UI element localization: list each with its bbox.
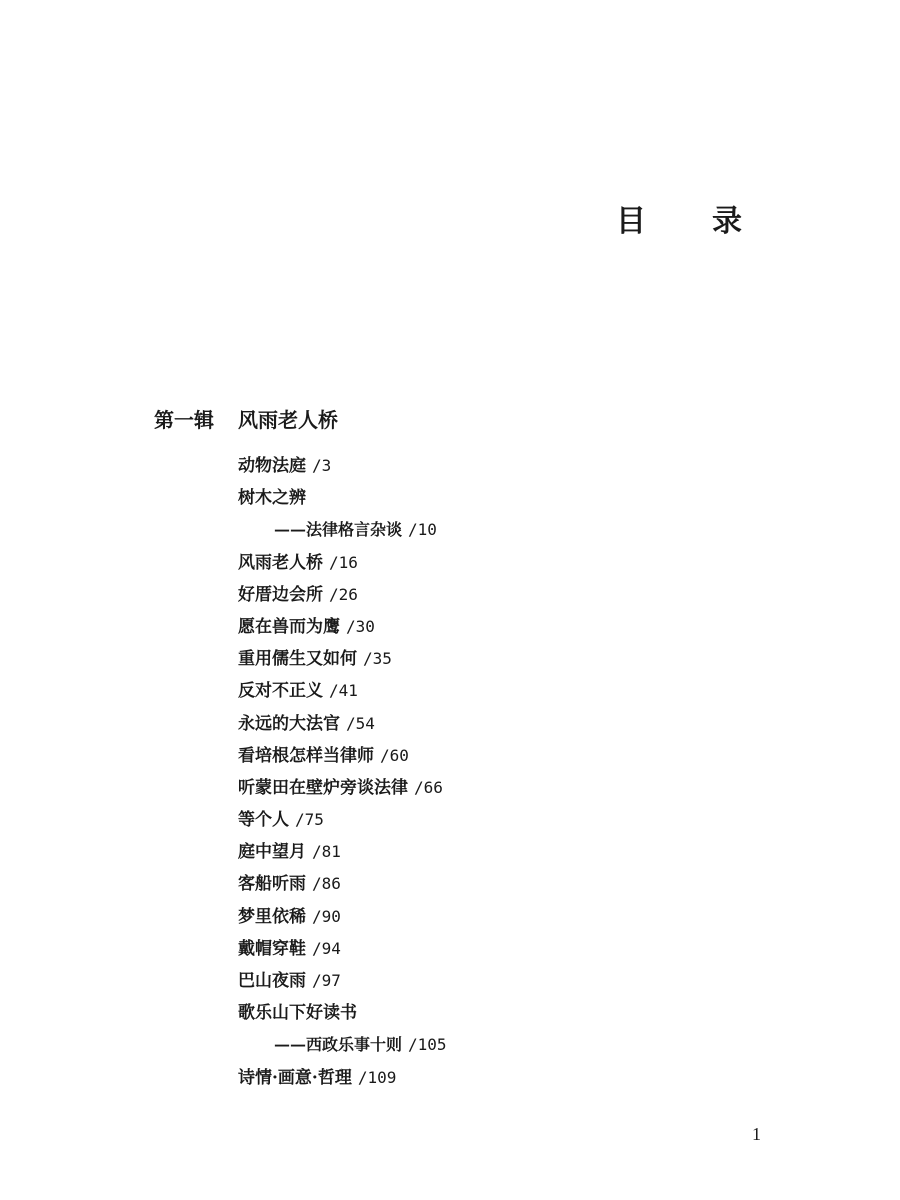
toc-entry-page: /66 bbox=[414, 777, 443, 797]
page-number: 1 bbox=[752, 1124, 761, 1144]
toc-entry[interactable] bbox=[238, 675, 447, 707]
toc-entry-subtitle[interactable] bbox=[238, 514, 447, 546]
toc-entry-page: /41 bbox=[329, 681, 358, 701]
toc-entry-title: 听蒙田在壁炉旁谈法律 bbox=[238, 777, 408, 798]
toc-entry[interactable] bbox=[238, 933, 447, 965]
toc-entry[interactable] bbox=[238, 965, 447, 997]
toc-entry-title: 等个人 bbox=[238, 810, 289, 831]
toc-entry[interactable] bbox=[238, 868, 447, 900]
toc-entry-page: /94 bbox=[312, 938, 341, 958]
toc-entry-title: 反对不正义 bbox=[238, 681, 323, 702]
section-number: 第一辑 bbox=[154, 408, 214, 432]
toc-entry-page: /10 bbox=[408, 520, 437, 540]
toc-entry-page: /35 bbox=[363, 649, 392, 669]
toc-entry[interactable] bbox=[238, 611, 447, 643]
toc-entry-page: /109 bbox=[357, 1067, 397, 1087]
toc-entry[interactable] bbox=[238, 740, 447, 772]
toc-entry-title: 树木之辨 bbox=[238, 488, 306, 509]
toc-entry-title: 梦里依稀 bbox=[238, 906, 306, 927]
toc-entry-title: 永远的大法官 bbox=[238, 713, 340, 734]
toc-entry-page: /81 bbox=[312, 842, 341, 862]
toc-entry-title: 歌乐山下好读书 bbox=[238, 1003, 357, 1024]
toc-entry[interactable] bbox=[238, 708, 447, 740]
section-heading bbox=[154, 404, 338, 433]
toc-entry-title: 好厝边会所 bbox=[238, 584, 323, 605]
toc-entry-page: /30 bbox=[346, 616, 375, 636]
toc-entry[interactable] bbox=[238, 643, 447, 675]
table-of-contents bbox=[238, 450, 447, 1094]
toc-entry[interactable] bbox=[238, 579, 447, 611]
toc-entry[interactable] bbox=[238, 1062, 447, 1094]
toc-entry-title: 客船听雨 bbox=[238, 874, 306, 895]
toc-entry-title: 巴山夜雨 bbox=[238, 971, 306, 991]
toc-entry[interactable] bbox=[238, 482, 447, 514]
toc-entry-title: 愿在兽而为鹰 bbox=[238, 616, 340, 637]
toc-entry-title: 庭中望月 bbox=[238, 842, 306, 863]
toc-entry[interactable] bbox=[238, 836, 447, 868]
toc-entry[interactable] bbox=[238, 450, 447, 482]
title-char-1: 目 bbox=[616, 204, 646, 239]
toc-entry-title: 看培根怎样当律师 bbox=[238, 745, 374, 766]
toc-entry-page: /75 bbox=[295, 810, 324, 830]
toc-entry[interactable] bbox=[238, 804, 447, 836]
toc-entry-title: 风雨老人桥 bbox=[238, 552, 323, 573]
toc-entry[interactable] bbox=[238, 772, 447, 804]
title-char-2: 录 bbox=[712, 204, 742, 239]
page-title bbox=[616, 196, 742, 240]
toc-entry-page: /26 bbox=[329, 584, 358, 604]
toc-entry-title: ——法律格言杂谈 bbox=[274, 520, 403, 540]
toc-entry-page: /90 bbox=[312, 906, 341, 926]
toc-entry-title: 戴帽穿鞋 bbox=[238, 938, 306, 959]
toc-entry-page: /105 bbox=[408, 1035, 447, 1055]
section-name: 风雨老人桥 bbox=[238, 408, 338, 432]
toc-entry[interactable] bbox=[238, 997, 447, 1029]
toc-entry-title: 诗情·画意·哲理 bbox=[238, 1067, 352, 1088]
toc-entry-page: /60 bbox=[380, 745, 409, 765]
toc-entry-title: 重用儒生又如何 bbox=[238, 649, 357, 670]
toc-entry-page: /86 bbox=[312, 874, 341, 894]
toc-entry-page: /54 bbox=[346, 713, 375, 733]
toc-entry-title: 动物法庭 bbox=[238, 456, 306, 476]
toc-entry[interactable] bbox=[238, 901, 447, 933]
toc-entry[interactable] bbox=[238, 547, 447, 579]
toc-entry-subtitle[interactable] bbox=[238, 1029, 447, 1061]
toc-entry-page: /3 bbox=[312, 456, 332, 475]
toc-entry-title: ——西政乐事十则 bbox=[274, 1035, 403, 1055]
toc-entry-page: /16 bbox=[329, 552, 358, 572]
toc-entry-page: /97 bbox=[312, 971, 341, 990]
